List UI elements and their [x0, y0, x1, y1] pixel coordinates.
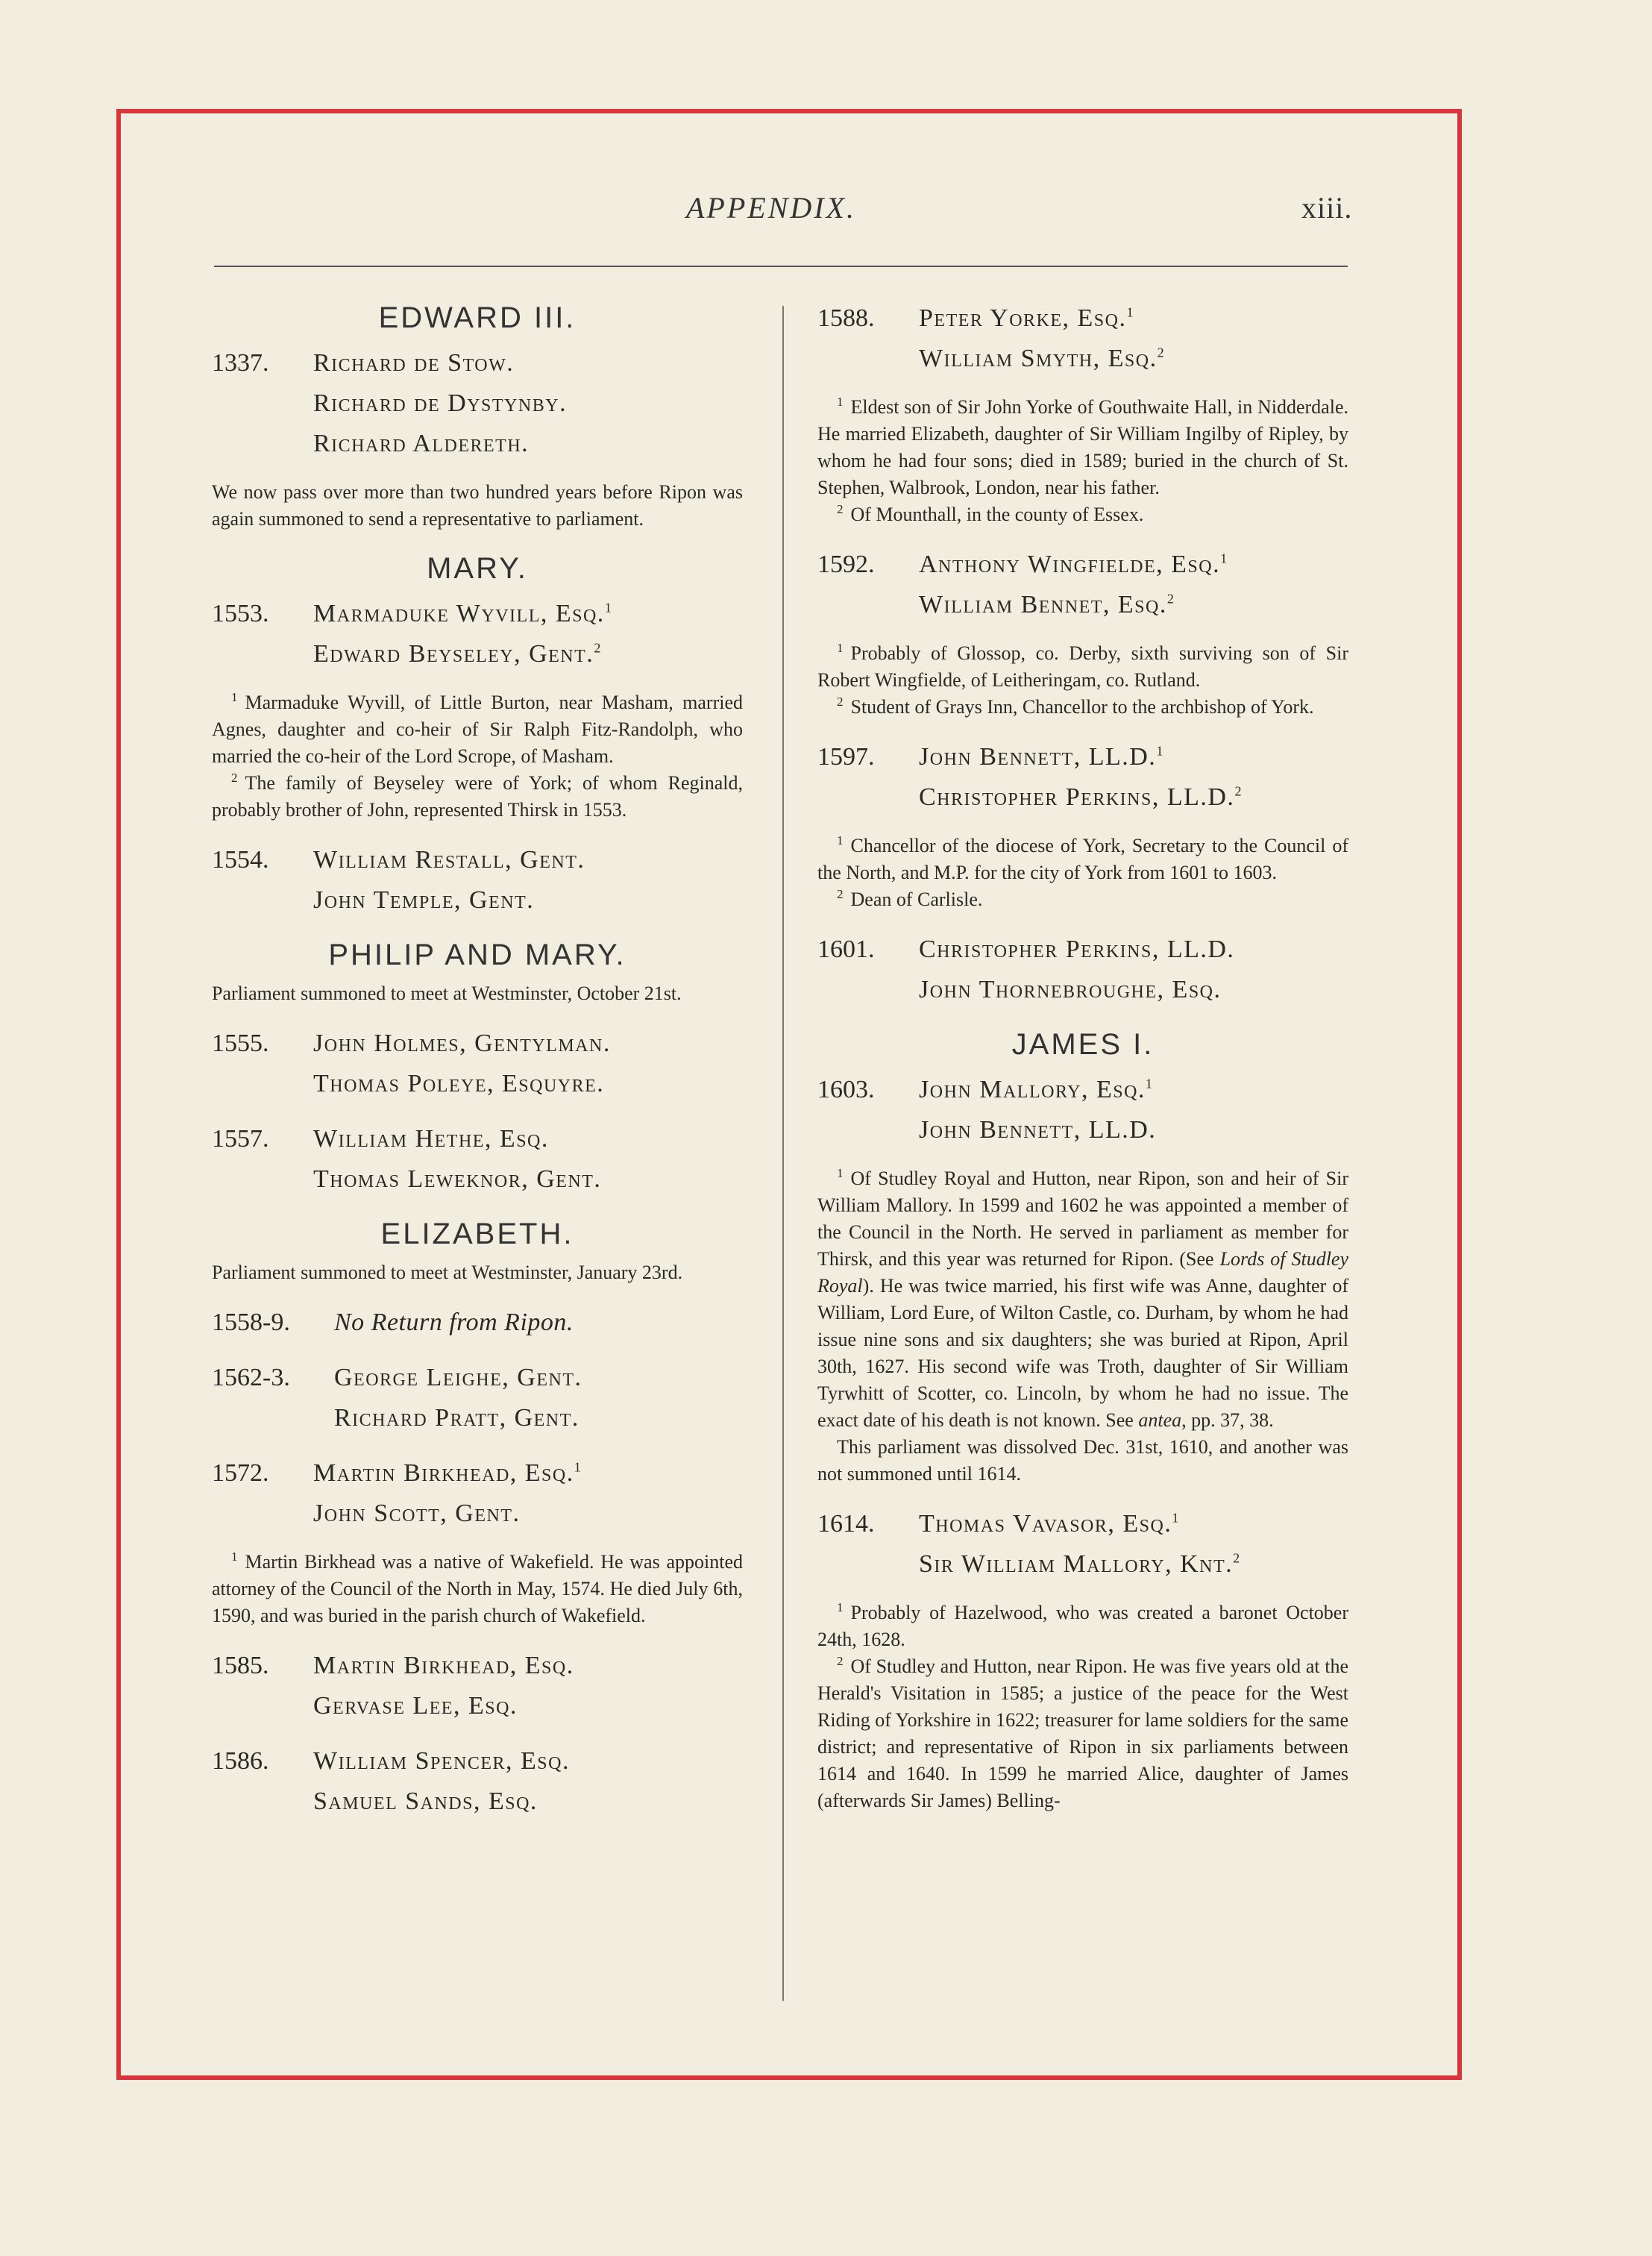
entry-year: 1586. — [212, 1747, 269, 1775]
note-paragraph: This parliament was dissolved Dec. 31st, 1610, and another was not summoned until 1614. — [817, 1436, 1348, 1485]
return-entry-1554 — [212, 840, 743, 921]
footnotes — [817, 640, 1348, 721]
footnote-marker: 1 — [1156, 743, 1164, 759]
footnotes — [817, 394, 1348, 528]
footnotes — [212, 689, 743, 824]
member-name: John Scott, Gent. — [313, 1500, 521, 1527]
entry-year: 1592. — [817, 551, 875, 578]
return-entry-1601 — [817, 930, 1348, 1010]
member-name: Sir William Mallory, Knt. — [919, 1550, 1234, 1578]
footnote-marker: 2 — [1233, 1550, 1241, 1566]
footnote: $^2$ Of Studley and Hutton, near Ripon. He was five years old at the Herald's Visitation in 1585; a justice of the peace for the West Riding of Yorkshire in 1622; treasurer for lame soldiers for the same district; and representative of Ripon in six parliaments between 1614 and 1640. In 1599 he married Alice, daughter of James (afterwards Sir James) Belling- — [817, 1654, 1348, 1811]
note-paragraph: We now pass over more than two hundred years before Ripon was again summoned to send a representative to parliament. — [212, 481, 743, 530]
footnote: $^1$ Eldest son of Sir John Yorke of Gouthwaite Hall, in Nidderdale. He married Elizabeth, daughter of Sir William Ingilby of Ripley, by whom he had four sons; died in 1589; buried in the church of St. Stephen, Walbrook, London, near his father. — [817, 395, 1348, 498]
footnote: $^1$ Marmaduke Wyvill, of Little Burton, near Masham, married Agnes, daughter and co-heir of Sir Ralph Fitz-Randolph, who married the co-heir of the Lord Scrope, of Masham. — [212, 690, 743, 767]
footnotes — [817, 833, 1348, 913]
return-entry-1585 — [212, 1646, 743, 1726]
entry-year: 1614. — [817, 1510, 875, 1538]
return-entry-1603 — [817, 1070, 1348, 1150]
column-divider — [782, 306, 784, 2001]
member-name: Thomas Leweknor, Gent. — [313, 1165, 602, 1193]
member-name: John Thornebroughe, Esq. — [919, 976, 1222, 1003]
entry-year: 1557. — [212, 1125, 269, 1153]
footnote: $^1$ Probably of Hazelwood, who was created a baronet October 24th, 1628. — [817, 1600, 1348, 1650]
member-name: Richard Aldereth. — [313, 430, 530, 457]
member-name: Christopher Perkins, LL.D. — [919, 783, 1235, 811]
member-name: Anthony Wingfielde, Esq. — [919, 551, 1221, 578]
footnote-marker: 1 — [1145, 1076, 1154, 1091]
entry-year: 1597. — [817, 743, 875, 771]
footnote-marker: 2 — [1234, 783, 1243, 799]
entry-year: 1562-3. — [212, 1364, 290, 1391]
member-name: William Hethe, Esq. — [313, 1125, 549, 1153]
footnote-marker: 2 — [1157, 345, 1166, 360]
member-name: John Bennett, LL.D. — [919, 1116, 1157, 1144]
return-entry-1586 — [212, 1741, 743, 1822]
return-entry-1553 — [212, 594, 743, 674]
footnote-marker: 1 — [604, 600, 613, 615]
footnote-marker: 2 — [1166, 591, 1175, 607]
member-name: William Smyth, Esq. — [919, 345, 1158, 372]
footnote-marker: 1 — [1172, 1510, 1180, 1526]
no-return-note: No Return from Ripon. — [334, 1309, 574, 1336]
member-name: Peter Yorke, Esq. — [919, 304, 1127, 332]
return-entry-1614 — [817, 1504, 1348, 1585]
reign-heading: ELIZABETH. — [380, 1218, 574, 1250]
return-entry-1572 — [212, 1453, 743, 1534]
entry-year: 1585. — [212, 1652, 269, 1679]
member-name: Gervase Lee, Esq. — [313, 1692, 518, 1720]
entry-year: 1603. — [817, 1076, 875, 1103]
return-entry-1337 — [212, 343, 743, 464]
member-name: Richard de Dystynby. — [313, 389, 568, 417]
member-name: Edward Beyseley, Gent. — [313, 640, 594, 668]
member-name: Thomas Vavasor, Esq. — [919, 1510, 1172, 1538]
footnote-marker: 1 — [574, 1459, 582, 1475]
member-name: Christopher Perkins, LL.D. — [919, 936, 1235, 963]
header-rule — [214, 266, 1348, 267]
member-name: William Bennet, Esq. — [919, 591, 1167, 618]
entry-year: 1553. — [212, 600, 269, 627]
return-entry-1588 — [817, 298, 1348, 379]
footnote-marker: 1 — [1126, 304, 1134, 320]
member-name: Richard Pratt, Gent. — [334, 1404, 580, 1432]
member-name: William Spencer, Esq. — [313, 1747, 570, 1775]
footnote: $^1$ Martin Birkhead was a native of Wakefield. He was appointed attorney of the Council of the North in May, 1574. He died July 6th, 1590, and was buried in the parish church of Wakefield. — [212, 1550, 743, 1626]
running-head — [0, 190, 1652, 235]
footnote: $^2$ Student of Grays Inn, Chancellor to the archbishop of York. — [837, 695, 1314, 718]
running-title: APPENDIX. — [686, 191, 857, 225]
reign-heading: JAMES I. — [1011, 1028, 1155, 1061]
footnote: $^2$ Of Mounthall, in the county of Essex. — [837, 502, 1144, 525]
right-column — [817, 298, 1348, 1831]
return-entry-1597 — [817, 737, 1348, 818]
left-column — [212, 298, 743, 1837]
page-number: xiii. — [1301, 191, 1353, 225]
note-paragraph: Parliament summoned to meet at Westminster, October 21st. — [212, 983, 682, 1004]
member-name: Richard de Stow. — [313, 349, 515, 377]
member-name: Martin Birkhead, Esq. — [313, 1652, 574, 1679]
return-entry-1555 — [212, 1024, 743, 1104]
entry-year: 1558-9. — [212, 1309, 290, 1336]
reign-heading: EDWARD III. — [378, 301, 577, 334]
reign-heading: PHILIP AND MARY. — [328, 939, 626, 971]
note-paragraph: Parliament summoned to meet at Westminster, January 23rd. — [212, 1262, 683, 1283]
member-name: George Leighe, Gent. — [334, 1364, 582, 1391]
entry-year: 1337. — [212, 349, 269, 377]
entry-year: 1601. — [817, 936, 875, 963]
member-name: John Bennett, LL.D. — [919, 743, 1157, 771]
footnotes — [212, 1549, 743, 1629]
footnotes — [817, 1599, 1348, 1814]
member-name: Marmaduke Wyvill, Esq. — [313, 600, 605, 627]
entry-year: 1572. — [212, 1459, 269, 1487]
member-name: Thomas Poleye, Esquyre. — [313, 1070, 605, 1097]
footnotes — [817, 1165, 1348, 1488]
footnote: $^1$ Of Studley Royal and Hutton, near Ripon, son and heir of Sir William Mallory. In 1599 and 1602 he was appointed a member of the Council in the North. He served in parliament as member for Thirsk, and this year was returned for Ripon. (See Lords of Studley Royal). He was twice married, his first wife was Anne, daughter of William, Lord Eure, of Wilton Castle, co. Durham, by whom he had issue nine sons and six daughters; she was buried at Ripon, April 30th, 1627. His second wife was Troth, daughter of Sir William Tyrwhitt of Scotter, co. Lincoln, by whom he had no issue. The exact date of his death is not known. See antea, pp. 37, 38. — [817, 1166, 1348, 1431]
footnote-marker: 2 — [594, 640, 602, 656]
member-name: John Holmes, Gentylman. — [313, 1030, 611, 1057]
footnote: $^1$ Chancellor of the diocese of York, Secretary to the Council of the North, and M.P. for the city of York from 1601 to 1603. — [817, 833, 1348, 883]
reign-heading: MARY. — [427, 552, 528, 585]
footnote: $^1$ Probably of Glossop, co. Derby, sixth surviving son of Sir Robert Wingfielde, of Leitheringam, co. Rutland. — [817, 641, 1348, 691]
member-name: John Temple, Gent. — [313, 886, 535, 914]
member-name: Samuel Sands, Esq. — [313, 1787, 538, 1815]
footnote: $^2$ Dean of Carlisle. — [837, 887, 983, 910]
return-entry-1592 — [817, 545, 1348, 625]
return-entry-1557 — [212, 1119, 743, 1200]
footnote-marker: 1 — [1220, 551, 1228, 566]
entry-year: 1554. — [212, 846, 269, 874]
member-name: William Restall, Gent. — [313, 846, 585, 874]
footnote: $^2$ The family of Beyseley were of York; of whom Reginald, probably brother of John, represented Thirsk in 1553. — [212, 771, 743, 821]
entry-year: 1588. — [817, 304, 875, 332]
member-name: Martin Birkhead, Esq. — [313, 1459, 574, 1487]
return-entry-1558 — [212, 1303, 743, 1343]
entry-year: 1555. — [212, 1030, 269, 1057]
member-name: John Mallory, Esq. — [919, 1076, 1146, 1103]
return-entry-1562 — [212, 1358, 743, 1438]
